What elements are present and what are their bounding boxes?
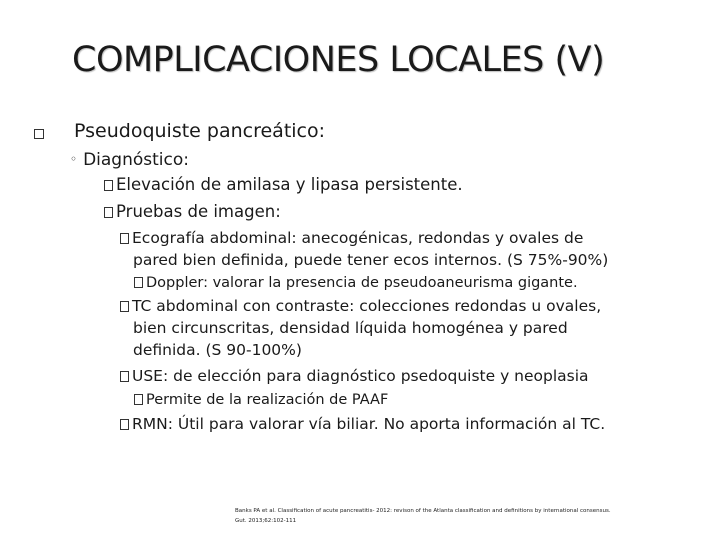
eco-text-1: Ecografía abdominal: anecogénicas, redondas y ovales de [132,229,584,247]
box-bullet-icon [120,371,129,382]
bullet-level1: Pseudoquiste pancreático: [74,120,326,142]
box-bullet-icon [120,419,129,430]
bullet-paaf [134,392,388,408]
paaf-text: Permite de la realización de PAAF [146,392,389,408]
box-bullet-icon [104,180,113,191]
reference-footnote [235,506,705,526]
bullet-use-line1 [120,367,589,385]
square-bullet-icon [34,129,44,139]
bullet-level3-imagen [104,202,281,221]
tc-text-2: bien circunscritas, densidad líquida homogénea y pared [133,319,568,337]
bullet-tc-line1 [120,297,601,315]
bullet-eco-line1 [120,229,583,247]
doppler-text: Doppler: valorar la presencia de pseudoaneurisma gigante. [146,275,578,291]
tc-text-3: definida. (S 90-100%) [133,341,302,359]
circle-bullet-icon: ◦ [70,152,78,166]
reference-line-2: Gut. 2013;62:102-111 [235,518,297,524]
eco-text-2: pared bien definida, puede tener ecos internos. (S 75%-90%) [133,251,609,269]
box-bullet-icon [134,277,143,288]
box-bullet-icon [134,394,143,405]
bullet-level3-text: Pruebas de imagen: [116,202,281,221]
box-bullet-icon [120,233,129,244]
bullet-level3-amilasa [104,175,463,194]
tc-text-1: TC abdominal con contraste: colecciones redondas u ovales, [132,297,602,315]
slide-title: COMPLICACIONES LOCALES (V) [72,40,605,80]
bullet-level2-text: Diagnóstico: [83,150,189,170]
bullet-level3-text: Elevación de amilasa y lipasa persistente. [116,175,463,194]
reference-line-1: Banks PA et al. Classification of acute pancreatitis- 2012: revison of the Atlanta classification and definitions by international consensus. [235,508,611,514]
rmn-text: RMN: Útil para valorar vía biliar. No aporta información al TC. [132,415,606,433]
bullet-doppler [134,275,578,291]
box-bullet-icon [104,207,113,218]
bullet-rmn [120,415,605,433]
use-text-1: USE: de elección para diagnóstico psedoquiste y neoplasia [132,367,589,385]
box-bullet-icon [120,301,129,312]
bullet-level2 [70,150,189,170]
